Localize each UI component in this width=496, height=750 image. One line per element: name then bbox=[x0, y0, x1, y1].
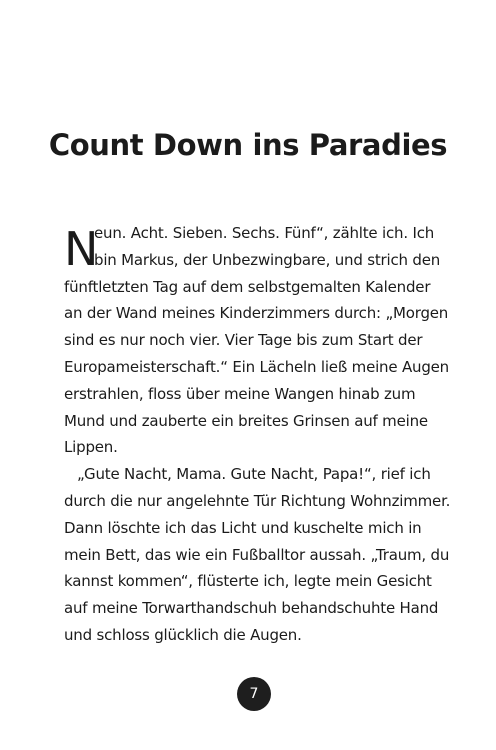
text-line: Europameisterschaft.“ Ein Lächeln ließ meine Augen bbox=[64, 357, 449, 376]
text-line: erstrahlen, floss über meine Wangen hinab zum bbox=[64, 384, 416, 403]
text-line: mein Bett, das wie ein Fußballtor aussah. „Traum, du bbox=[64, 545, 450, 564]
text-line: auf meine Torwarthandschuh behandschuhte Hand bbox=[64, 599, 439, 618]
text-line: fünftletzten Tag auf dem selbstgemalten Kalender bbox=[64, 277, 431, 296]
page-number-badge: 7 bbox=[237, 677, 271, 711]
body-text bbox=[64, 220, 451, 649]
text-line: sind es nur noch vier. Vier Tage bis zum Start der bbox=[64, 331, 423, 350]
paragraph-1 bbox=[64, 220, 449, 461]
drop-cap: N bbox=[64, 222, 99, 276]
text-line: eun. Acht. Sieben. Sechs. Fünf“, zählte ich. Ich bbox=[94, 224, 435, 242]
text-line: „Gute Nacht, Mama. Gute Nacht, Papa!“, rief ich bbox=[77, 465, 431, 484]
text-line: Dann löschte ich das Licht und kuschelte mich in bbox=[64, 518, 422, 537]
paragraph-2 bbox=[64, 461, 451, 649]
text-line: bin Markus, der Unbezwingbare, und strich den bbox=[94, 250, 441, 269]
text-line: an der Wand meines Kinderzimmers durch: „Morgen bbox=[64, 304, 449, 323]
text-line: und schloss glücklich die Augen. bbox=[64, 625, 302, 644]
text-line: Lippen. bbox=[64, 438, 118, 457]
chapter-title: Count Down ins Paradies bbox=[48, 128, 448, 162]
text-line: Mund und zauberte ein breites Grinsen auf meine bbox=[64, 411, 428, 430]
text-line: durch die nur angelehnte Tür Richtung Wohnzimmer. bbox=[64, 491, 451, 510]
text-line: kannst kommen“, flüsterte ich, legte mein Gesicht bbox=[64, 572, 432, 591]
